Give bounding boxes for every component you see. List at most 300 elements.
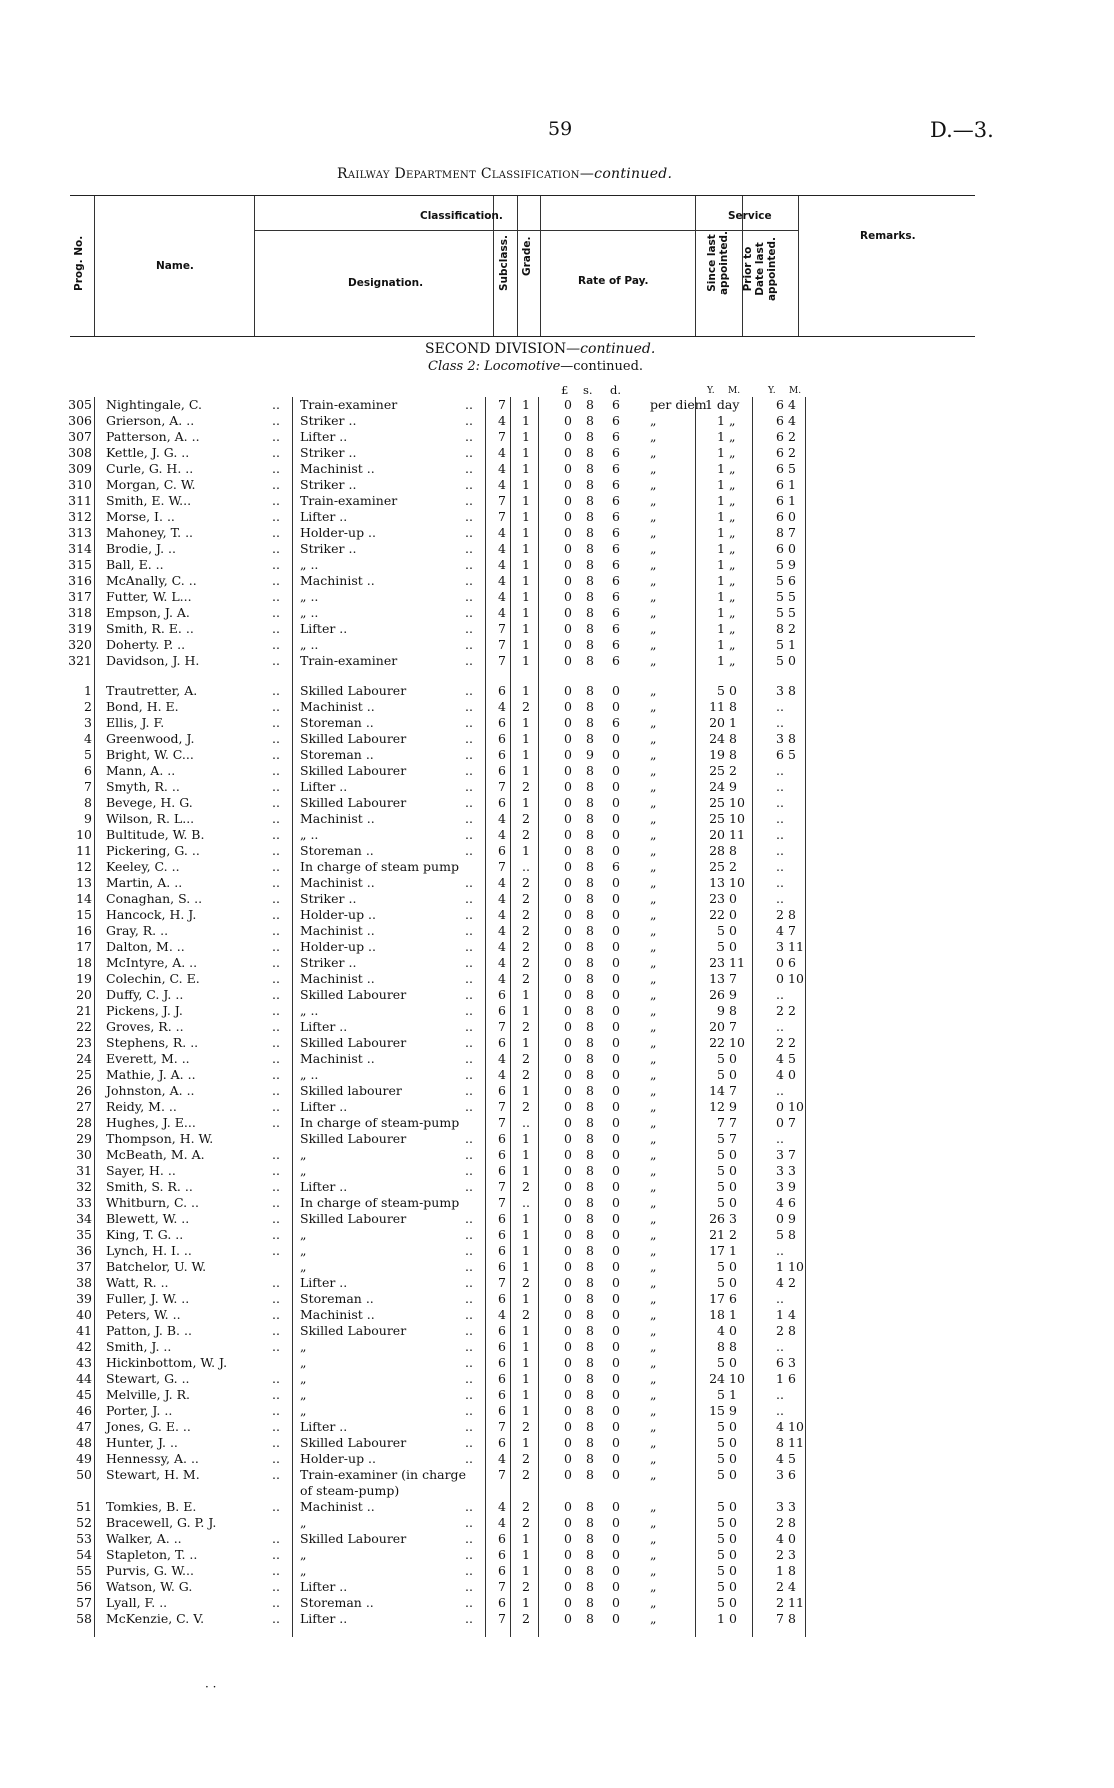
row-grade: 1 bbox=[522, 557, 530, 572]
row-since-months: „ bbox=[729, 445, 736, 460]
row-subclass: 4 bbox=[498, 827, 506, 842]
row-subclass: 7 bbox=[498, 779, 506, 794]
row-subclass: 4 bbox=[498, 971, 506, 986]
row-leader: .. bbox=[272, 1051, 280, 1066]
row-subclass: 7 bbox=[498, 1019, 506, 1034]
row-shillings: 8 bbox=[586, 987, 594, 1002]
row-designation: Machinist .. bbox=[300, 875, 375, 890]
row-prior-years: .. bbox=[776, 811, 784, 826]
row-pounds: 0 bbox=[564, 875, 572, 890]
table-row bbox=[0, 1595, 1114, 1611]
row-shillings: 8 bbox=[586, 1291, 594, 1306]
row-grade: 2 bbox=[522, 1467, 530, 1482]
row-shillings: 8 bbox=[586, 1307, 594, 1322]
row-prior-years: 3 bbox=[776, 1467, 784, 1482]
row-number: 22 bbox=[76, 1019, 92, 1034]
row-designation: Lifter .. bbox=[300, 429, 348, 444]
row-prior-months: 7 bbox=[788, 1147, 796, 1162]
row-pounds: 0 bbox=[564, 525, 572, 540]
row-leader: .. bbox=[272, 923, 280, 938]
row-grade: 1 bbox=[522, 1435, 530, 1450]
row-name: Martin, A. .. bbox=[106, 875, 183, 890]
row-pay-unit: „ bbox=[650, 859, 657, 874]
row-grade: 1 bbox=[522, 1003, 530, 1018]
row-since-years: 1 bbox=[717, 509, 725, 524]
row-prior-years: .. bbox=[776, 875, 784, 890]
row-leader: .. bbox=[272, 1291, 280, 1306]
footer-marks: · · bbox=[205, 1680, 217, 1694]
row-grade: 2 bbox=[522, 811, 530, 826]
row-name: Fuller, J. W. .. bbox=[106, 1291, 190, 1306]
row-number: 19 bbox=[76, 971, 92, 986]
row-subclass: 6 bbox=[498, 987, 506, 1002]
row-pence: 6 bbox=[612, 509, 620, 524]
row-pounds: 0 bbox=[564, 589, 572, 604]
row-pay-unit: „ bbox=[650, 763, 657, 778]
row-leader: .. bbox=[465, 1291, 473, 1306]
table-row bbox=[0, 637, 1114, 653]
row-grade: 1 bbox=[522, 795, 530, 810]
row-leader: .. bbox=[465, 1147, 473, 1162]
row-name: Tomkies, B. E. bbox=[106, 1499, 197, 1514]
row-pay-unit: „ bbox=[650, 541, 657, 556]
row-since-years: 5 bbox=[717, 1451, 725, 1466]
row-name: King, T. G. .. bbox=[106, 1227, 184, 1242]
row-prior-years: 3 bbox=[776, 1163, 784, 1178]
row-pay-unit: „ bbox=[650, 1307, 657, 1322]
row-prior-years: 6 bbox=[776, 445, 784, 460]
row-since-years: 4 bbox=[717, 1323, 725, 1338]
row-pounds: 0 bbox=[564, 1371, 572, 1386]
row-subclass: 4 bbox=[498, 525, 506, 540]
row-name: Reidy, M. .. bbox=[106, 1099, 177, 1114]
table-row bbox=[0, 461, 1114, 477]
row-grade: 2 bbox=[522, 779, 530, 794]
row-subclass: 6 bbox=[498, 715, 506, 730]
row-pence: 0 bbox=[612, 1371, 620, 1386]
row-shillings: 8 bbox=[586, 525, 594, 540]
row-since-years: 13 bbox=[709, 971, 725, 986]
row-name: Batchelor, U. W. bbox=[106, 1259, 207, 1274]
row-leader: .. bbox=[272, 1323, 280, 1338]
row-pounds: 0 bbox=[564, 621, 572, 636]
row-designation: Holder-up .. bbox=[300, 1451, 376, 1466]
page-title bbox=[337, 166, 672, 182]
row-pence: 6 bbox=[612, 413, 620, 428]
row-leader: .. bbox=[465, 1003, 473, 1018]
row-leader: .. bbox=[465, 1419, 473, 1434]
row-shillings: 8 bbox=[586, 763, 594, 778]
row-designation: Machinist .. bbox=[300, 923, 375, 938]
table-row bbox=[0, 843, 1114, 859]
row-designation: Storeman .. bbox=[300, 843, 374, 858]
row-grade: 2 bbox=[522, 827, 530, 842]
row-shillings: 8 bbox=[586, 1035, 594, 1050]
row-subclass: 7 bbox=[498, 621, 506, 636]
row-leader: .. bbox=[272, 1307, 280, 1322]
row-name: Lyall, F. .. bbox=[106, 1595, 168, 1610]
table-row bbox=[0, 1003, 1114, 1019]
row-shillings: 8 bbox=[586, 541, 594, 556]
row-name: Trautretter, A. bbox=[106, 683, 198, 698]
row-designation: Machinist .. bbox=[300, 1307, 375, 1322]
row-prior-years: 1 bbox=[776, 1259, 784, 1274]
row-designation: „ bbox=[300, 1371, 307, 1386]
row-name: McAnally, C. .. bbox=[106, 573, 197, 588]
row-prior-years: 8 bbox=[776, 1435, 784, 1450]
row-leader: .. bbox=[465, 779, 473, 794]
document-reference: D.—3. bbox=[930, 118, 994, 142]
row-since-years: 5 bbox=[717, 1051, 725, 1066]
row-prior-months: 10 bbox=[788, 1419, 804, 1434]
row-prior-months: 7 bbox=[788, 525, 796, 540]
row-prior-months: 11 bbox=[788, 1595, 804, 1610]
row-subclass: 6 bbox=[498, 763, 506, 778]
row-pay-unit: „ bbox=[650, 1435, 657, 1450]
row-leader: .. bbox=[272, 843, 280, 858]
table-row bbox=[0, 779, 1114, 795]
row-pounds: 0 bbox=[564, 1195, 572, 1210]
row-since-years: 5 bbox=[717, 1579, 725, 1594]
row-shillings: 8 bbox=[586, 683, 594, 698]
row-leader: .. bbox=[465, 891, 473, 906]
row-leader: .. bbox=[465, 923, 473, 938]
row-prior-years: 4 bbox=[776, 1051, 784, 1066]
header-rate-of-pay: Rate of Pay. bbox=[578, 275, 649, 287]
row-number: 315 bbox=[68, 557, 92, 572]
row-number: 26 bbox=[76, 1083, 92, 1098]
table-row bbox=[0, 1035, 1114, 1051]
row-number: 316 bbox=[68, 573, 92, 588]
row-shillings: 8 bbox=[586, 939, 594, 954]
row-prior-months: 5 bbox=[788, 461, 796, 476]
row-shillings: 8 bbox=[586, 971, 594, 986]
row-shillings: 8 bbox=[586, 1147, 594, 1162]
row-designation: Holder-up .. bbox=[300, 907, 376, 922]
division-heading bbox=[425, 341, 655, 357]
row-leader: .. bbox=[272, 653, 280, 668]
row-prior-years: 3 bbox=[776, 1147, 784, 1162]
row-name: Smyth, R. .. bbox=[106, 779, 180, 794]
row-pence: 0 bbox=[612, 1019, 620, 1034]
row-name: Hennessy, A. .. bbox=[106, 1451, 199, 1466]
row-name: Curle, G. H. .. bbox=[106, 461, 194, 476]
row-designation: Machinist .. bbox=[300, 461, 375, 476]
table-row bbox=[0, 1211, 1114, 1227]
row-since-months: 2 bbox=[729, 763, 737, 778]
row-since-years: 5 bbox=[717, 1387, 725, 1402]
row-designation: Striker .. bbox=[300, 541, 357, 556]
table-row bbox=[0, 683, 1114, 699]
row-designation: Lifter .. bbox=[300, 779, 348, 794]
row-shillings: 8 bbox=[586, 731, 594, 746]
table-row bbox=[0, 413, 1114, 429]
table-row bbox=[0, 1419, 1114, 1435]
table-row bbox=[0, 859, 1114, 875]
row-subclass: 6 bbox=[498, 1403, 506, 1418]
row-leader: .. bbox=[272, 1499, 280, 1514]
row-since-months: 1 bbox=[729, 715, 737, 730]
row-subclass: 7 bbox=[498, 1179, 506, 1194]
row-prior-years: 4 bbox=[776, 1195, 784, 1210]
row-leader: .. bbox=[465, 827, 473, 842]
row-grade: 1 bbox=[522, 1387, 530, 1402]
row-subclass: 6 bbox=[498, 843, 506, 858]
row-subclass: 6 bbox=[498, 1291, 506, 1306]
row-number: 51 bbox=[76, 1499, 92, 1514]
row-leader: .. bbox=[465, 1323, 473, 1338]
row-pence: 6 bbox=[612, 605, 620, 620]
row-pay-unit: per diem bbox=[650, 397, 707, 412]
table-row bbox=[0, 747, 1114, 763]
row-subclass: 7 bbox=[498, 493, 506, 508]
table-row bbox=[0, 939, 1114, 955]
row-pay-unit: „ bbox=[650, 493, 657, 508]
row-name: Gray, R. .. bbox=[106, 923, 169, 938]
row-shillings: 8 bbox=[586, 1067, 594, 1082]
row-name: Walker, A. .. bbox=[106, 1531, 182, 1546]
row-pence: 0 bbox=[612, 1227, 620, 1242]
unit-prior-months: M. bbox=[789, 386, 802, 396]
class-prefix: Class 2: bbox=[428, 359, 480, 374]
table-row bbox=[0, 1371, 1114, 1387]
row-since-months: 0 bbox=[729, 1579, 737, 1594]
row-prior-months: 2 bbox=[788, 621, 796, 636]
row-number: 307 bbox=[68, 429, 92, 444]
row-prior-months: 9 bbox=[788, 557, 796, 572]
row-shillings: 8 bbox=[586, 891, 594, 906]
row-name: Empson, J. A. bbox=[106, 605, 190, 620]
row-prior-years: 3 bbox=[776, 1179, 784, 1194]
row-shillings: 8 bbox=[586, 605, 594, 620]
row-grade: 1 bbox=[522, 525, 530, 540]
row-designation: Storeman .. bbox=[300, 715, 374, 730]
row-number: 29 bbox=[76, 1131, 92, 1146]
row-prior-months: 0 bbox=[788, 1531, 796, 1546]
row-grade: 1 bbox=[522, 1163, 530, 1178]
row-designation: Machinist .. bbox=[300, 699, 375, 714]
row-since-months: 0 bbox=[729, 1259, 737, 1274]
row-name: Peters, W. .. bbox=[106, 1307, 181, 1322]
row-pay-unit: „ bbox=[650, 747, 657, 762]
row-since-years: 5 bbox=[717, 1195, 725, 1210]
row-leader: .. bbox=[465, 589, 473, 604]
row-grade: 1 bbox=[522, 477, 530, 492]
row-shillings: 8 bbox=[586, 907, 594, 922]
row-pay-unit: „ bbox=[650, 1099, 657, 1114]
row-grade: 2 bbox=[522, 1499, 530, 1514]
row-pounds: 0 bbox=[564, 827, 572, 842]
row-number: 37 bbox=[76, 1259, 92, 1274]
row-pounds: 0 bbox=[564, 573, 572, 588]
row-prior-years: .. bbox=[776, 1083, 784, 1098]
row-pence: 6 bbox=[612, 493, 620, 508]
row-leader: .. bbox=[272, 413, 280, 428]
row-subclass: 6 bbox=[498, 1547, 506, 1562]
row-prior-years: 6 bbox=[776, 493, 784, 508]
row-leader: .. bbox=[272, 1179, 280, 1194]
row-prior-months: 2 bbox=[788, 445, 796, 460]
table-row bbox=[0, 763, 1114, 779]
row-shillings: 8 bbox=[586, 859, 594, 874]
row-leader: .. bbox=[465, 715, 473, 730]
row-name: Stapleton, T. .. bbox=[106, 1547, 198, 1562]
row-pounds: 0 bbox=[564, 923, 572, 938]
row-pence: 0 bbox=[612, 1387, 620, 1402]
row-since-months: 3 bbox=[729, 1211, 737, 1226]
row-subclass: 7 bbox=[498, 1467, 506, 1482]
row-prior-years: 5 bbox=[776, 653, 784, 668]
row-designation: Skilled Labourer bbox=[300, 763, 407, 778]
row-since-months: 0 bbox=[729, 1563, 737, 1578]
row-pence: 0 bbox=[612, 987, 620, 1002]
row-subclass: 7 bbox=[498, 429, 506, 444]
row-leader: .. bbox=[465, 939, 473, 954]
row-leader: .. bbox=[465, 683, 473, 698]
row-number: 44 bbox=[76, 1371, 92, 1386]
row-leader: .. bbox=[465, 413, 473, 428]
row-name: Watson, W. G. bbox=[106, 1579, 193, 1594]
header-prog-no: Prog. No. bbox=[73, 235, 85, 291]
row-leader: .. bbox=[465, 971, 473, 986]
row-name: Nightingale, C. bbox=[106, 397, 202, 412]
row-leader: .. bbox=[465, 445, 473, 460]
row-number: 310 bbox=[68, 477, 92, 492]
row-prior-months: 11 bbox=[788, 1435, 804, 1450]
row-number: 314 bbox=[68, 541, 92, 556]
row-subclass: 7 bbox=[498, 1419, 506, 1434]
row-prior-years: .. bbox=[776, 987, 784, 1002]
row-pounds: 0 bbox=[564, 1451, 572, 1466]
row-pence: 0 bbox=[612, 1131, 620, 1146]
row-pounds: 0 bbox=[564, 683, 572, 698]
row-since-years: 17 bbox=[709, 1243, 725, 1258]
row-name: Morse, I. .. bbox=[106, 509, 175, 524]
row-leader: .. bbox=[272, 859, 280, 874]
row-shillings: 8 bbox=[586, 637, 594, 652]
table-row bbox=[0, 795, 1114, 811]
row-since-months: 0 bbox=[729, 1499, 737, 1514]
row-designation: In charge of steam-pump bbox=[300, 1195, 460, 1210]
row-prior-months: 8 bbox=[788, 1563, 796, 1578]
row-prior-years: .. bbox=[776, 763, 784, 778]
row-shillings: 8 bbox=[586, 477, 594, 492]
row-shillings: 8 bbox=[586, 779, 594, 794]
row-shillings: 8 bbox=[586, 923, 594, 938]
table-row bbox=[0, 907, 1114, 923]
row-pay-unit: „ bbox=[650, 621, 657, 636]
header-grade: Grade. bbox=[521, 236, 533, 276]
row-designation: „ bbox=[300, 1387, 307, 1402]
row-prior-months: 4 bbox=[788, 1307, 796, 1322]
row-pence: 0 bbox=[612, 1147, 620, 1162]
row-since-years: 5 bbox=[717, 923, 725, 938]
row-since-months: 0 bbox=[729, 907, 737, 922]
row-since-months: „ bbox=[729, 509, 736, 524]
row-name: McKenzie, C. V. bbox=[106, 1611, 205, 1626]
row-number: 309 bbox=[68, 461, 92, 476]
row-prior-months: 8 bbox=[788, 683, 796, 698]
row-since-years: 17 bbox=[709, 1291, 725, 1306]
row-since-years: 5 bbox=[717, 1163, 725, 1178]
row-designation: Storeman .. bbox=[300, 747, 374, 762]
row-pounds: 0 bbox=[564, 731, 572, 746]
row-shillings: 8 bbox=[586, 1611, 594, 1626]
row-number: 9 bbox=[84, 811, 92, 826]
row-shillings: 8 bbox=[586, 1051, 594, 1066]
row-shillings: 8 bbox=[586, 795, 594, 810]
row-pay-unit: „ bbox=[650, 1339, 657, 1354]
row-since-years: 12 bbox=[709, 1099, 725, 1114]
row-subclass: 7 bbox=[498, 1115, 506, 1130]
row-since-months: 0 bbox=[729, 1355, 737, 1370]
header-name: Name. bbox=[156, 260, 194, 272]
row-number: 312 bbox=[68, 509, 92, 524]
row-prior-years: 4 bbox=[776, 1419, 784, 1434]
row-name: Everett, M. .. bbox=[106, 1051, 190, 1066]
table-row bbox=[0, 589, 1114, 605]
row-grade: 1 bbox=[522, 1563, 530, 1578]
row-pounds: 0 bbox=[564, 413, 572, 428]
table-row bbox=[0, 573, 1114, 589]
row-number: 39 bbox=[76, 1291, 92, 1306]
row-pounds: 0 bbox=[564, 1419, 572, 1434]
table-row bbox=[0, 477, 1114, 493]
row-since-years: 1 bbox=[717, 1611, 725, 1626]
row-prior-years: .. bbox=[776, 1403, 784, 1418]
row-number: 17 bbox=[76, 939, 92, 954]
row-leader: .. bbox=[465, 1387, 473, 1402]
row-leader: .. bbox=[465, 1163, 473, 1178]
row-shillings: 8 bbox=[586, 1003, 594, 1018]
row-subclass: 4 bbox=[498, 811, 506, 826]
row-pounds: 0 bbox=[564, 653, 572, 668]
row-leader: .. bbox=[272, 461, 280, 476]
row-number: 38 bbox=[76, 1275, 92, 1290]
row-leader: .. bbox=[465, 1499, 473, 1514]
row-since-years: 22 bbox=[709, 1035, 725, 1050]
row-prior-years: .. bbox=[776, 1019, 784, 1034]
row-name: Stewart, G. .. bbox=[106, 1371, 190, 1386]
row-since-years: 1 bbox=[717, 429, 725, 444]
row-pounds: 0 bbox=[564, 1115, 572, 1130]
row-since-months: 11 bbox=[729, 955, 745, 970]
row-pence: 0 bbox=[612, 1339, 620, 1354]
row-prior-months: 5 bbox=[788, 747, 796, 762]
table-row bbox=[0, 621, 1114, 637]
row-designation: Skilled Labourer bbox=[300, 1531, 407, 1546]
row-pence: 6 bbox=[612, 541, 620, 556]
row-prior-years: 0 bbox=[776, 1211, 784, 1226]
unit-pence: d. bbox=[610, 383, 622, 397]
row-leader: .. bbox=[272, 573, 280, 588]
row-since-months: 2 bbox=[729, 859, 737, 874]
row-subclass: 4 bbox=[498, 1499, 506, 1514]
row-since-months: 7 bbox=[729, 1083, 737, 1098]
row-since-months: 0 bbox=[729, 1195, 737, 1210]
row-shillings: 8 bbox=[586, 1195, 594, 1210]
row-prior-years: 8 bbox=[776, 621, 784, 636]
row-pence: 6 bbox=[612, 621, 620, 636]
row-shillings: 8 bbox=[586, 1019, 594, 1034]
row-leader: .. bbox=[465, 1611, 473, 1626]
row-grade: 1 bbox=[522, 715, 530, 730]
row-shillings: 8 bbox=[586, 429, 594, 444]
row-leader: .. bbox=[465, 1259, 473, 1274]
row-pence: 0 bbox=[612, 891, 620, 906]
row-subclass: 6 bbox=[498, 683, 506, 698]
row-prior-months: 4 bbox=[788, 1579, 796, 1594]
